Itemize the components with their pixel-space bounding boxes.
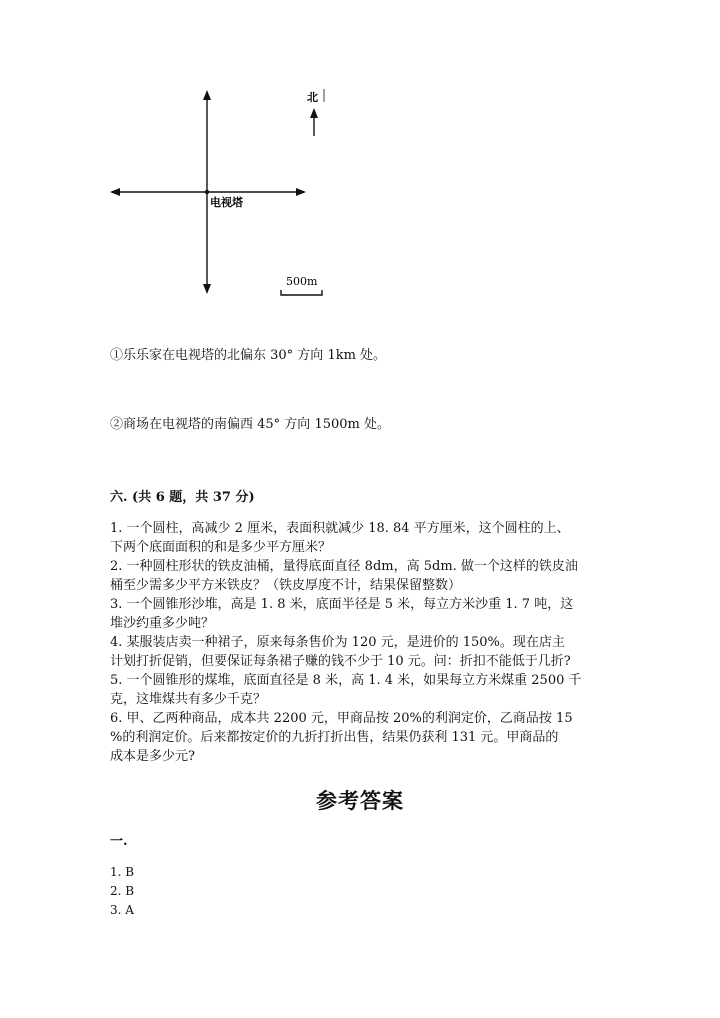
answer-item: 1. B — [110, 865, 135, 879]
answer-item: 3. A — [110, 903, 134, 917]
center-label: 电视塔 — [210, 196, 243, 209]
center-dot — [205, 190, 209, 194]
q-line: 堆沙约重多少吨？ — [110, 616, 215, 631]
north-arrowhead — [310, 108, 318, 118]
q-line: 计划打折促销，但要保证每条裙子赚的钱不少于 10 元。问：折扣不能低于几折? — [110, 654, 571, 669]
q-line: 桶至少需多少平方米铁皮？（铁皮厚度不计，结果保留整数） — [110, 578, 462, 593]
section6-title: 六. (共 6 题，共 37 分) — [110, 490, 255, 505]
sub-question-2: ②商场在电视塔的南偏西 45° 方向 1500m 处。 — [110, 417, 390, 432]
q-line: 5. 一个圆锥形的煤堆，底面直径是 8 米，高 1. 4 米，如果每立方米煤重 2500 千 — [110, 673, 582, 688]
compass-diagram — [100, 80, 360, 305]
q-line: 克，这堆煤共有多少千克？ — [110, 692, 267, 707]
q-line: 4. 某服装店卖一种裙子，原来每条售价为 120 元，是进价的 150%。现在店主 — [110, 635, 565, 650]
left-arrowhead — [110, 188, 120, 196]
q-line: %的利润定价。后来都按定价的九折打折出售，结果仍获利 131 元。甲商品的 — [110, 730, 559, 745]
sub-question-1: ①乐乐家在电视塔的北偏东 30° 方向 1km 处。 — [110, 348, 387, 363]
down-arrowhead — [203, 284, 211, 294]
scale-bar — [281, 290, 322, 295]
q-line: 1. 一个圆柱，高减少 2 厘米，表面积就减少 18. 84 平方厘米，这个圆柱的上、 — [110, 521, 570, 536]
answer-item: 2. B — [110, 884, 135, 898]
answer-title: 参考答案 — [316, 788, 404, 813]
q-line: 2. 一种圆柱形状的铁皮油桶，量得底面直径 8dm，高 5dm. 做一个这样的铁皮油 — [110, 559, 578, 574]
q-line: 成本是多少元? — [110, 749, 195, 764]
q-line: 3. 一个圆锥形沙堆，高是 1. 8 米，底面半径是 5 米，每立方米沙重 1. 7 吨，这 — [110, 597, 574, 612]
q-line: 下两个底面面积的和是多少平方厘米？ — [110, 540, 332, 555]
q-line: 6. 甲、乙两种商品，成本共 2200 元，甲商品按 20%的利润定价，乙商品按 15 — [110, 711, 573, 726]
right-arrowhead — [296, 188, 306, 196]
compass-svg — [100, 80, 360, 305]
up-arrowhead — [203, 90, 211, 100]
answer-section-label: 一. — [110, 834, 128, 849]
scale-label: 500m — [286, 275, 318, 288]
north-label: 北 — [307, 91, 318, 104]
